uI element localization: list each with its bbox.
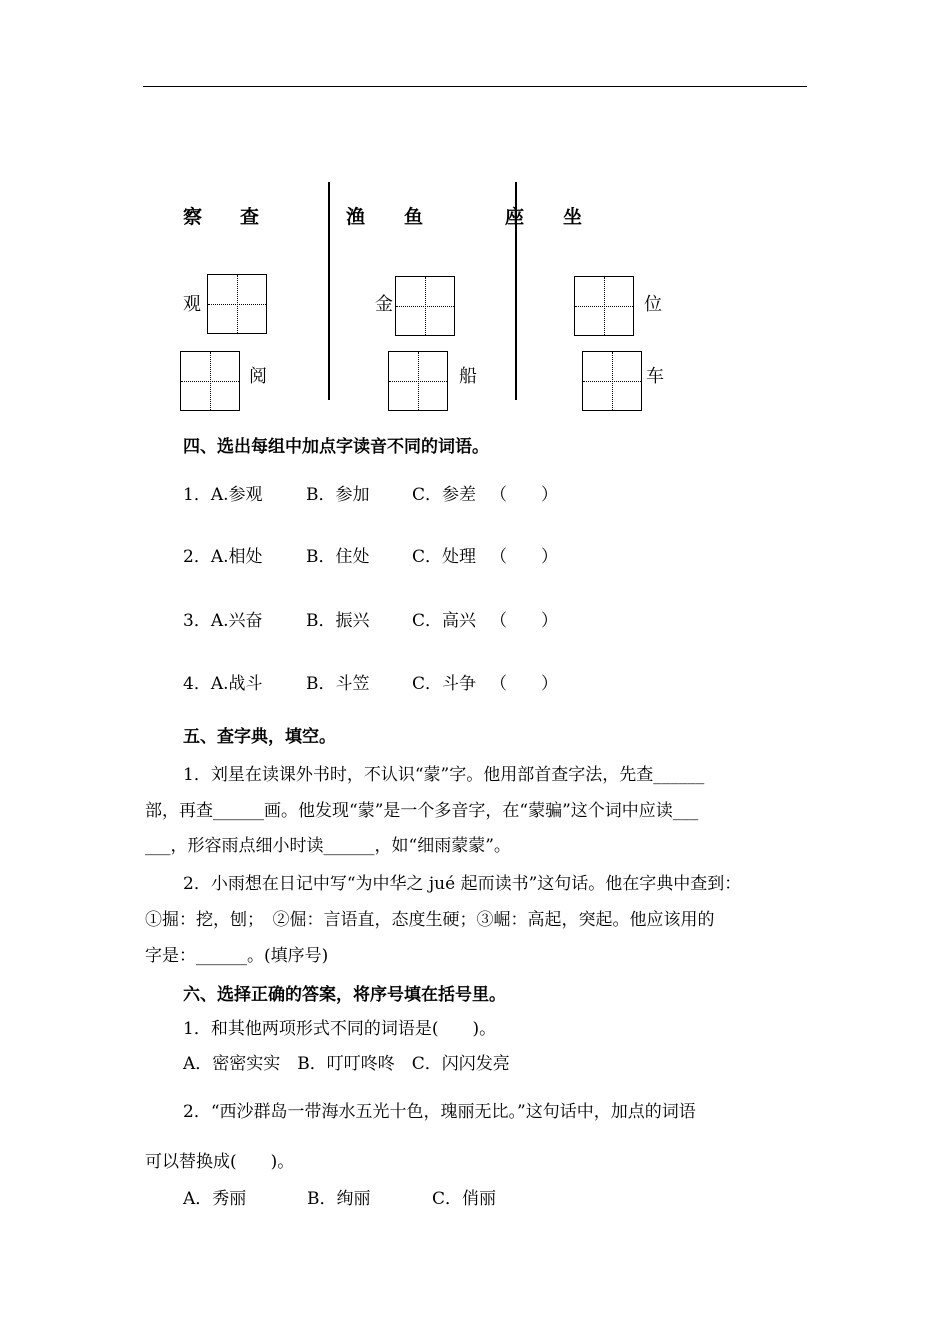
writing-box-2a[interactable] (395, 276, 455, 336)
top-rule (143, 86, 807, 87)
s6-q2-line-1: 2．“西沙群岛一带海水五光十色，瑰丽无比。”这句话中，加点的词语 (183, 1102, 696, 1122)
grid-word-che: 车 (646, 366, 664, 387)
s6-q2-line-2: 可以替换成( )。 (145, 1152, 295, 1172)
s4-item-1-a: 1．A.参观 (183, 485, 263, 505)
writing-box-3b[interactable] (582, 351, 642, 411)
s5-q1-line-2: 部，再查______画。他发现“蒙”是一个多音字，在“蒙骗”这个词中应读___ (145, 801, 699, 821)
s4-item-4-c: C．斗争 (412, 674, 477, 694)
writing-box-2b[interactable] (388, 351, 448, 411)
grid-word-guan: 观 (183, 294, 201, 315)
s4-item-1-b: B．参加 (306, 485, 370, 505)
grid-word-chuan: 船 (459, 366, 477, 387)
grid-word-yue: 阅 (249, 366, 267, 387)
pair-2-char-a: 渔 (346, 206, 367, 228)
s4-item-4-b: B．斗笠 (306, 674, 370, 694)
s6-q1: 1．和其他两项形式不同的词语是( )。 (183, 1019, 497, 1039)
pair-3-char-b: 坐 (563, 206, 584, 228)
divider-2 (515, 182, 517, 400)
s6-q2-option-b: B．绚丽 (307, 1189, 371, 1209)
s4-item-3-c: C．高兴 (412, 611, 477, 631)
pair-1-char-a: 察 (183, 206, 204, 228)
s4-item-3-answer[interactable]: （ ） (490, 611, 558, 631)
writing-box-1a[interactable] (207, 274, 267, 334)
s4-item-2-c: C．处理 (412, 547, 477, 567)
s6-q1-options: A．密密实实 B．叮叮咚咚 C．闪闪发亮 (183, 1054, 510, 1074)
s5-q2-line-1: 2．小雨想在日记中写“为中华之 jué 起而读书”这句话。他在字典中查到： (183, 874, 742, 894)
s4-item-4-answer[interactable]: （ ） (490, 674, 558, 694)
section-4-title: 四、选出每组中加点字读音不同的词语。 (183, 437, 489, 457)
writing-box-1b[interactable] (180, 351, 240, 411)
s4-item-2-a: 2．A.相处 (183, 547, 263, 567)
writing-box-3a[interactable] (574, 276, 634, 336)
s4-item-4-a: 4．A.战斗 (183, 674, 263, 694)
grid-word-wei: 位 (644, 294, 662, 315)
s6-q2-option-c: C．俏丽 (432, 1189, 497, 1209)
s6-q2-option-a: A．秀丽 (183, 1189, 247, 1209)
s4-item-1-answer[interactable]: （ ） (490, 485, 558, 505)
s5-q2-line-3: 字是：______。(填序号) (145, 946, 329, 966)
divider-1 (328, 182, 330, 400)
pair-3-char-a: 座 (505, 206, 526, 228)
s5-q1-line-3: ___，形容雨点细小时读______，如“细雨蒙蒙”。 (145, 836, 511, 856)
s5-q1-line-1: 1．刘星在读课外书时，不认识“蒙”字。他用部首查字法，先查______ (183, 765, 705, 785)
s4-item-2-b: B．住处 (306, 547, 370, 567)
s4-item-2-answer[interactable]: （ ） (490, 547, 558, 567)
pair-1-char-b: 查 (240, 206, 261, 228)
grid-word-jin: 金 (375, 294, 393, 315)
section-6-title: 六、选择正确的答案，将序号填在括号里。 (183, 985, 506, 1005)
s4-item-3-a: 3．A.兴奋 (183, 611, 263, 631)
pair-2-char-b: 鱼 (404, 206, 425, 228)
section-5-title: 五、查字典，填空。 (183, 727, 336, 747)
s4-item-1-c: C．参差 (412, 485, 477, 505)
s4-item-3-b: B．振兴 (306, 611, 370, 631)
s5-q2-line-2: ①掘：挖，刨； ②倔：言语直，态度生硬；③崛：高起，突起。他应该用的 (145, 910, 715, 930)
